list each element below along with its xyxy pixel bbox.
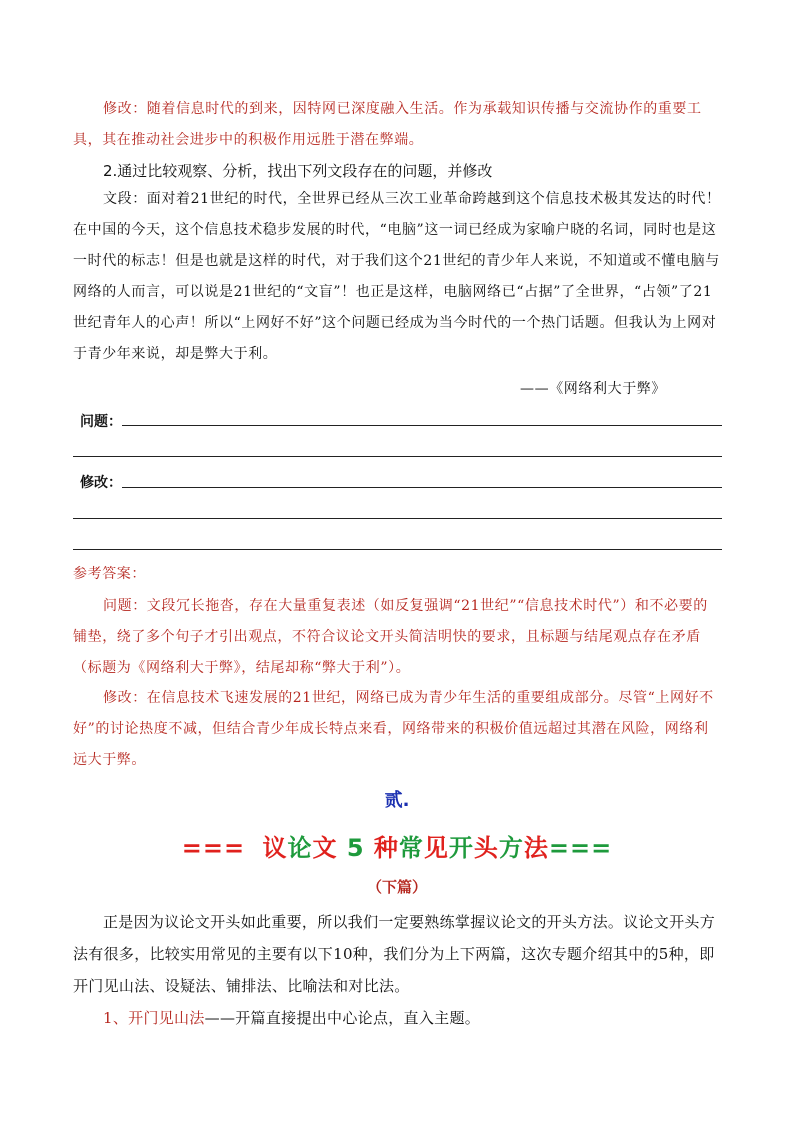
passage-source: ——《网络利大于弊》 (520, 381, 666, 397)
title-decoration: === (548, 834, 613, 862)
method-1-line (73, 1002, 721, 1034)
title-char: 论 (287, 834, 313, 862)
title-char: 方 (498, 834, 524, 862)
section-title (0, 828, 794, 863)
title-char: 议 (262, 834, 288, 862)
title-char: 头 (473, 834, 499, 862)
title-char: 文 (312, 834, 338, 862)
revise-answer-line (122, 487, 722, 488)
section-subtitle: （下篇） (366, 878, 427, 896)
answer-label: 参考答案： (73, 566, 146, 582)
title-char: 见 (423, 834, 449, 862)
problem-answer-line (122, 425, 722, 426)
method-1-name: 1、开门见山法 (103, 1009, 205, 1027)
problem-label: 问题： (80, 414, 122, 430)
top-revision-paragraph: 修改：随着信息时代的到来，因特网已深度融入生活。作为承载知识传播与交流协作的重要工具，其在推动社会进步中的积极作用远胜于潜在弊端。 (73, 101, 702, 148)
answer-revision: 修改：在信息技术飞速发展的21世纪，网络已成为青少年生活的重要组成部分。尽管“上网好不好”的讨论热度不减，但结合青少年成长特点来看，网络带来的积极价值远超过其潜在风险，网络利远大于弊。 (73, 690, 714, 768)
title-char: 种 (373, 834, 399, 862)
answer-line (73, 549, 722, 550)
title-char: 开 (448, 834, 474, 862)
method-1-desc: ——开篇直接提出中心论点，直入主题。 (204, 1009, 481, 1027)
intro-paragraph: 正是因为议论文开头如此重要，所以我们一定要熟练掌握议论文的开头方法。议论文开头方法有很多，比较实用常见的主要有以下10种，我们分为上下两篇，这次专题介绍其中的5种，即开门见山法、设疑法、铺排法、比喻法和对比法。 (73, 913, 716, 995)
exercise-2-heading: 2.通过比较观察、分析，找出下列文段存在的问题，并修改 (103, 162, 493, 180)
exercise-2-passage: 文段：面对着21世纪的时代，全世界已经从三次工业革命跨越到这个信息技术极其发达的时代！在中国的今天，这个信息技术稳步发展的时代，“电脑”这一词已经成为家喻户晓的名词，同时也是这一时代的标志！但是也就是这样的时代，对于我们这个21世纪的青少年人来说，不知道或不懂电脑与网络的人而言，可以说是21世纪的“文盲”！也正是这样，电脑网络已“占据”了全世界，“占领”了21世纪青年人的心声！所以“上网好不好”这个问题已经成为当今时代的一个热门话题。但我认为上网对于青少年来说，却是弊大于利。 (73, 191, 721, 362)
revise-label: 修改： (80, 475, 122, 491)
answer-line (73, 518, 722, 519)
title-char: 常 (398, 834, 424, 862)
chapter-number: 贰. (384, 790, 410, 811)
answer-problem: 问题：文段冗长拖沓，存在大量重复表述（如反复强调“21世纪”“信息技术时代”）和不必要的铺垫，绕了多个句子才引出观点，不符合议论文开头简洁明快的要求，且标题与结尾观点存在矛盾（标题为《网络利大于弊》，结尾却称“弊大于利”）。 (73, 598, 708, 676)
title-char: 5 (346, 834, 365, 862)
title-char: 法 (523, 834, 549, 862)
title-decoration: === (181, 834, 246, 862)
answer-line (73, 456, 722, 457)
